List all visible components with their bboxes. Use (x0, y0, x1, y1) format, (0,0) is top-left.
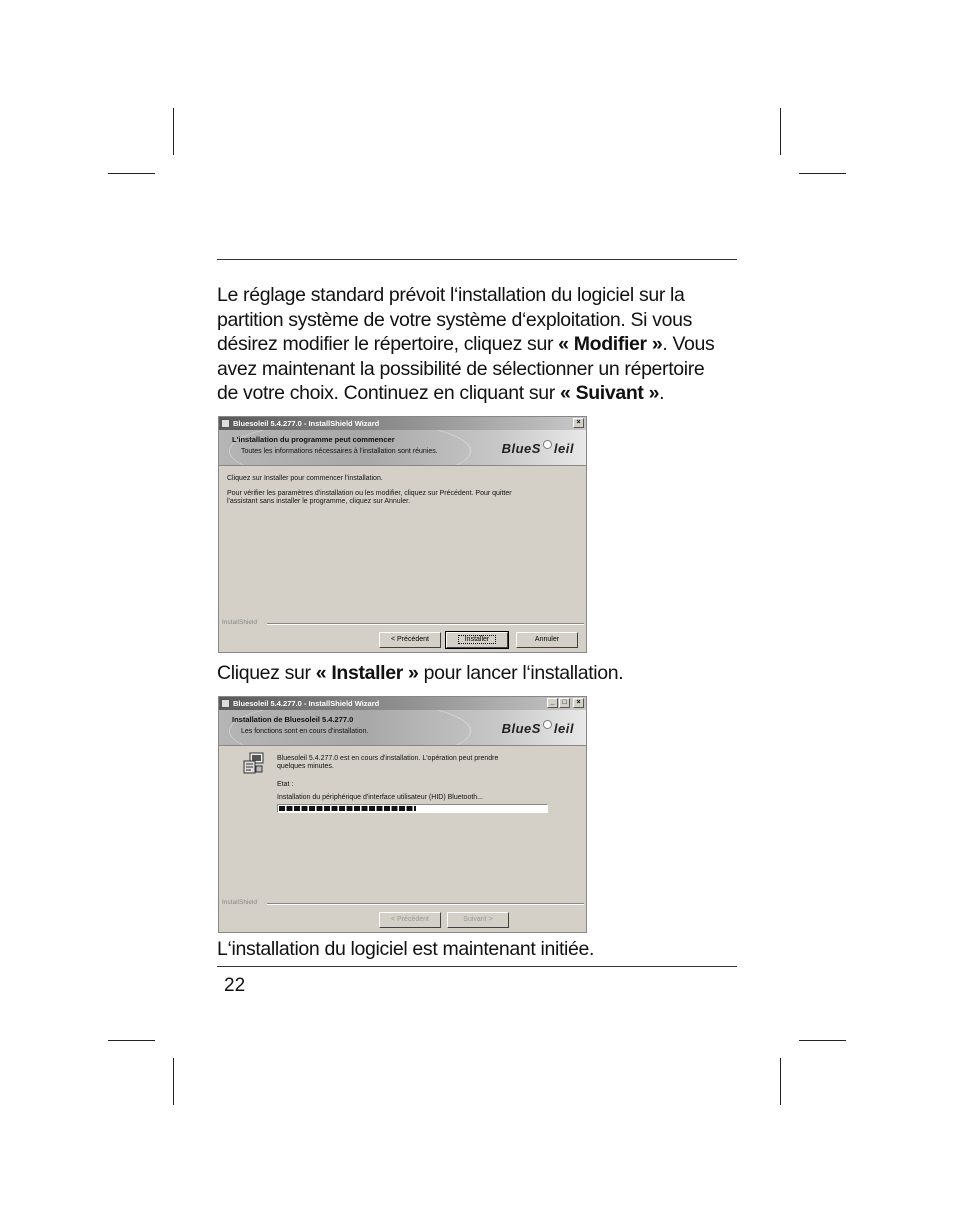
cancel-button[interactable]: Annuler (516, 632, 578, 648)
window-app-icon (221, 699, 230, 708)
window-app-icon (221, 419, 230, 428)
setup-computer-icon (243, 752, 265, 774)
installshield-dialog-ready (218, 416, 587, 653)
conclusion-text: L‘installation du logiciel est maintenant initiée. (217, 938, 595, 960)
bluesoleil-logo: BlueS leil (501, 441, 574, 456)
status-text: quelques minutes. (277, 763, 334, 770)
minimize-button[interactable]: _ (547, 698, 558, 708)
footer-rule (217, 966, 737, 967)
dialog-titlebar: Bluesoleil 5.4.277.0 - InstallShield Wizard _ □ × (219, 697, 586, 710)
crop-mark (108, 173, 155, 174)
crop-mark (799, 173, 846, 174)
installshield-dialog-progress (218, 696, 587, 933)
next-button[interactable]: Suivant > (447, 912, 509, 928)
instruction-text: Pour vérifier les paramètres d'installation ou les modifier, cliquez sur Précédent. Pour quitter (227, 490, 512, 497)
close-button[interactable]: × (573, 418, 584, 428)
dialog-banner (219, 430, 586, 466)
instruction-text: Cliquez sur Installer pour commencer l'installation. (227, 475, 383, 482)
header-rule (217, 259, 737, 260)
crop-mark (780, 1058, 781, 1105)
install-instruction: Cliquez sur « Installer » pour lancer l‘installation. (217, 662, 624, 684)
install-button[interactable]: Installer (446, 632, 508, 648)
crop-mark (173, 1058, 174, 1105)
back-button[interactable]: < Précédent (379, 632, 441, 648)
banner-subtitle: Toutes les informations nécessaires à l'installation sont réunies. (241, 448, 438, 455)
dialog-body (219, 746, 586, 933)
close-button[interactable]: × (573, 698, 584, 708)
bluesoleil-logo: BlueS leil (501, 721, 574, 736)
dialog-titlebar: Bluesoleil 5.4.277.0 - InstallShield Wizard × (219, 417, 586, 430)
status-detail: Installation du périphérique d'interface utilisateur (HID) Bluetooth... (277, 794, 484, 801)
crop-mark (780, 108, 781, 155)
progress-bar (277, 804, 548, 813)
status-text: Bluesoleil 5.4.277.0 est en cours d'installation. L'opération peut prendre (277, 755, 499, 762)
progress-fill (279, 806, 416, 811)
dialog-body (219, 466, 586, 653)
banner-title: Installation de Bluesoleil 5.4.277.0 (232, 715, 354, 724)
intro-paragraph: Le réglage standard prévoit l‘installation du logiciel sur la partition système de votre système d‘exploitation. Si vous désirez modifier le répertoire, cliquez sur « Modifier ». Vous avez maintenant la possibilité de sélectionner un répertoire de votre choix. Continuez en cliquant sur « Suivant ». (217, 284, 715, 404)
back-button[interactable]: < Précédent (379, 912, 441, 928)
installshield-label: InstallShield (222, 899, 258, 906)
crop-mark (799, 1040, 846, 1041)
banner-title: L'installation du programme peut commencer (232, 435, 395, 444)
banner-subtitle: Les fonctions sont en cours d'installation. (241, 728, 369, 735)
page-number: 22 (224, 975, 246, 996)
maximize-button[interactable]: □ (559, 698, 570, 708)
separator (267, 623, 584, 625)
installshield-label: InstallShield (222, 619, 258, 626)
crop-mark (173, 108, 174, 155)
dialog-banner (219, 710, 586, 746)
crop-mark (108, 1040, 155, 1041)
instruction-text: l'assistant sans installer le programme, cliquez sur Annuler. (227, 498, 411, 505)
status-label: Etat : (277, 781, 294, 788)
separator (267, 903, 584, 905)
